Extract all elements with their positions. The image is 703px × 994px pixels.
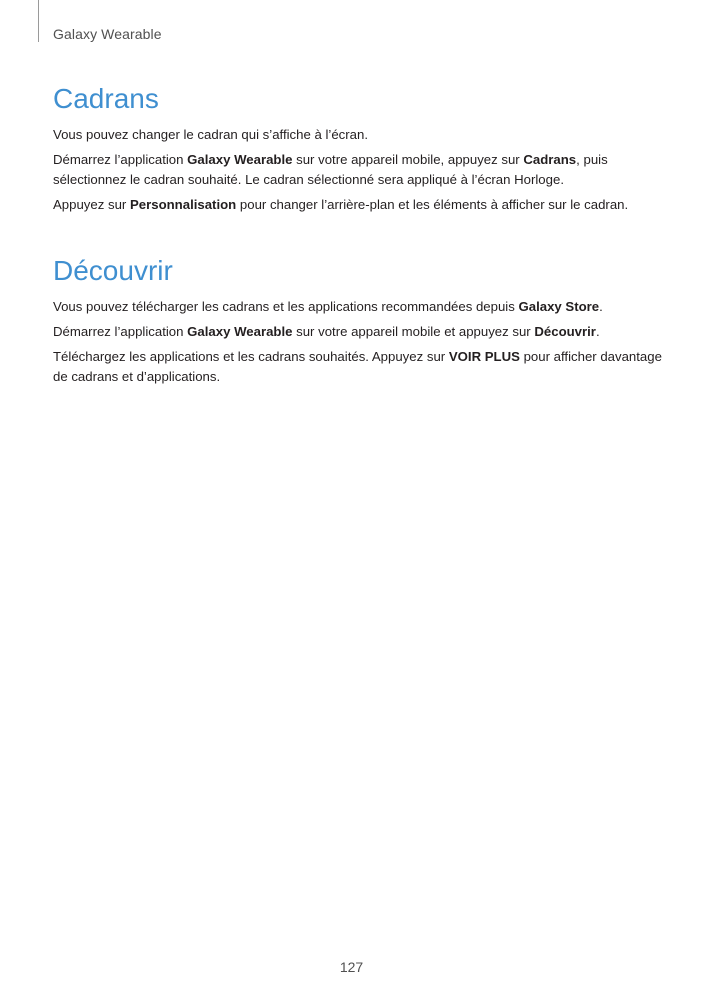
decouvrir-paragraph-intro (53, 297, 663, 317)
text-run: Démarrez l’application (53, 152, 188, 167)
section-title-cadrans: Cadrans (53, 83, 159, 114)
section-cadrans (53, 82, 663, 220)
cadrans-paragraph-intro (53, 125, 663, 145)
cadrans-paragraph-customize (53, 195, 663, 215)
decouvrir-paragraph-more (53, 347, 663, 387)
bold-term-galaxy-wearable: Galaxy Wearable (187, 152, 293, 167)
text-run: Vous pouvez changer le cadran qui s’affiche à l’écran. (53, 127, 368, 142)
bold-term-galaxy-wearable: Galaxy Wearable (187, 324, 293, 339)
text-run: . (595, 324, 600, 339)
bold-term-galaxy-store: Galaxy Store (518, 299, 600, 314)
text-run: pour afficher davantage de cadrans et d’applications. (53, 349, 662, 384)
bold-term-voir-plus: VOIR PLUS (448, 349, 520, 364)
text-run: sur votre appareil mobile, appuyez sur (292, 152, 524, 167)
text-run: . (599, 299, 603, 314)
page-number: 127 (339, 959, 364, 975)
bold-term-cadrans: Cadrans (523, 152, 577, 167)
text-run: sur votre appareil mobile et appuyez sur (292, 324, 535, 339)
header-rule (38, 0, 39, 42)
text-run: pour changer l’arrière-plan et les éléments à afficher sur le cadran. (236, 197, 629, 212)
text-run: , puis sélectionnez le cadran souhaité. Le cadran sélectionné sera appliqué à l’écran Horloge. (53, 152, 608, 187)
bold-term-decouvrir: Découvrir (534, 324, 596, 339)
section-decouvrir (53, 254, 663, 392)
text-run: Appuyez sur (53, 197, 130, 212)
text-run: Démarrez l’application (53, 324, 188, 339)
bold-term-personnalisation: Personnalisation (129, 197, 237, 212)
cadrans-paragraph-steps (53, 150, 663, 190)
text-run: Téléchargez les applications et les cadrans souhaités. Appuyez sur (53, 349, 449, 364)
decouvrir-paragraph-steps (53, 322, 663, 342)
text-run: Vous pouvez télécharger les cadrans et les applications recommandées depuis (53, 299, 519, 314)
section-title-decouvrir: Découvrir (53, 255, 173, 286)
running-header: Galaxy Wearable (53, 26, 162, 42)
